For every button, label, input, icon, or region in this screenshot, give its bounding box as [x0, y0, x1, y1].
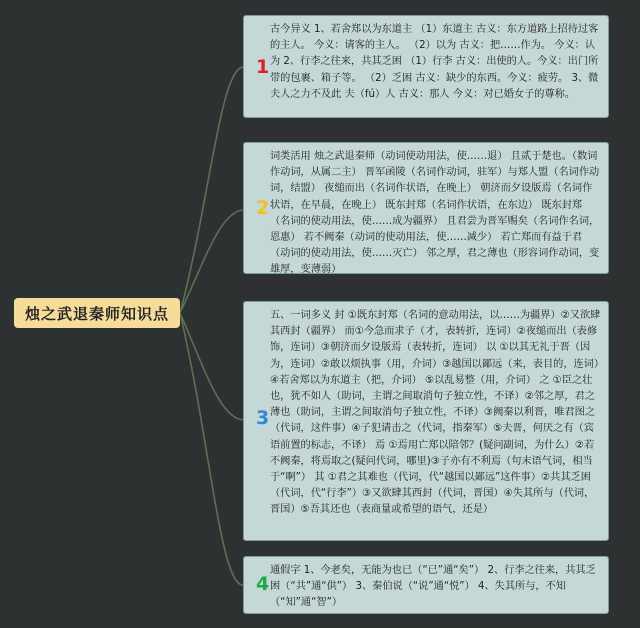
- branch-number-4: 4: [256, 573, 270, 595]
- branch-text-4: 通假字 1、今老矣，无能为也已（“已”通“矣”） 2、行李之往来，共其乏困（“共”通“供”） 3、秦伯说（“说”通“悦”） 4、失其所与，不知（“知”通“智”）: [270, 565, 596, 609]
- connector-line-4: [180, 313, 243, 585]
- branch-number-3: 3: [256, 407, 270, 429]
- branch-card-2[interactable]: [243, 142, 609, 274]
- connector-line-1: [180, 67, 243, 313]
- branch-text-3: 五、一词多义 封 ①既东封郑（名词的意动用法，以……为疆界）②又欲肆其西封（疆界） 而①今急而求子（才，表转折，连词）②夜缒而出（表修饰，连词）③朝济而夕设版焉（表转折，连词） 以 ①以其无礼于晋（因为，连词）②敢以烦执事（用，介词）③越国以鄙远（来，表目的，连词）④若舍郑以为东道主（把，介词） ⑤以乱易整（用，介词） 之 ①臣之壮也，犹不如人（助词，主谓之间取消句子独立性，不译）②邻之厚，君之薄也（助词，主谓之间取消句子独立性，不译）③阙秦以利晋，唯君图之（代词，这件事）④子犯请击之（代词，指秦军）⑤夫晋，何厌之有（宾语前置的标志，不译） 焉 ①焉用亡郑以陪邻？(疑问副词，为什么）②若不阙秦，将焉取之(疑问代词，哪里)③子亦有不利焉（句末语气词，相当于“啊”） 其 ①君之其难也（代词，代“越国以鄙远”这件事）②共其乏困（代词，代“行李”）③又欲肆其西封（代词，晋国）④失其所与（代词，晋国）⑤吾其还也（表商量或希望的语气，还是）: [270, 310, 601, 516]
- branch-text-2: 词类活用 烛之武退秦师（动词使动用法，使……退） 且贰于楚也。（数词作动词，从属二主） 晋军函陵（名词作动词，驻军）与郑人盟（名词作动词，结盟） 夜缒而出（名词作状语，在晚上） 朝济而夕设版焉（名词作状语，在早晨，在晚上） 既东封郑（名词作状语，在东边） 既东封郑（名词的使动用法，使……成为疆界） 且君尝为晋军赐矣（名词作名词，恩惠） 若不阙秦（动词的使动用法，使……减少） 若亡郑而有益于君（动词的使动用法，使……灭亡） 邻之厚，君之薄也（形容词作动词，变雄厚，变薄弱）: [270, 151, 600, 276]
- connector-line-2: [180, 210, 243, 313]
- branch-number-1: 1: [256, 56, 270, 78]
- branch-text-1: 古今异义 1、若舍郑以为东道主 （1）东道主 古义：东方道路上招待过客的主人。 今义：请客的主人。 （2）以为 古义：把……作为。 今义：认为 2、行李之往来，共其乏困 （1）行李 古义：出使的人。今义：出门所带的包裹、箱子等。 （2）乏困 古义：缺少的东西。今义：疲劳。 3、微夫人之力不及此 夫（fú）人 古义：那人 今义：对已婚女子的尊称。: [270, 24, 599, 100]
- branch-number-2: 2: [256, 197, 270, 219]
- branch-card-1[interactable]: [243, 15, 609, 118]
- branch-card-4[interactable]: [243, 556, 609, 614]
- central-topic[interactable]: 烛之武退秦师知识点: [14, 298, 180, 328]
- branch-card-3[interactable]: [243, 301, 609, 541]
- connector-line-3: [180, 313, 243, 420]
